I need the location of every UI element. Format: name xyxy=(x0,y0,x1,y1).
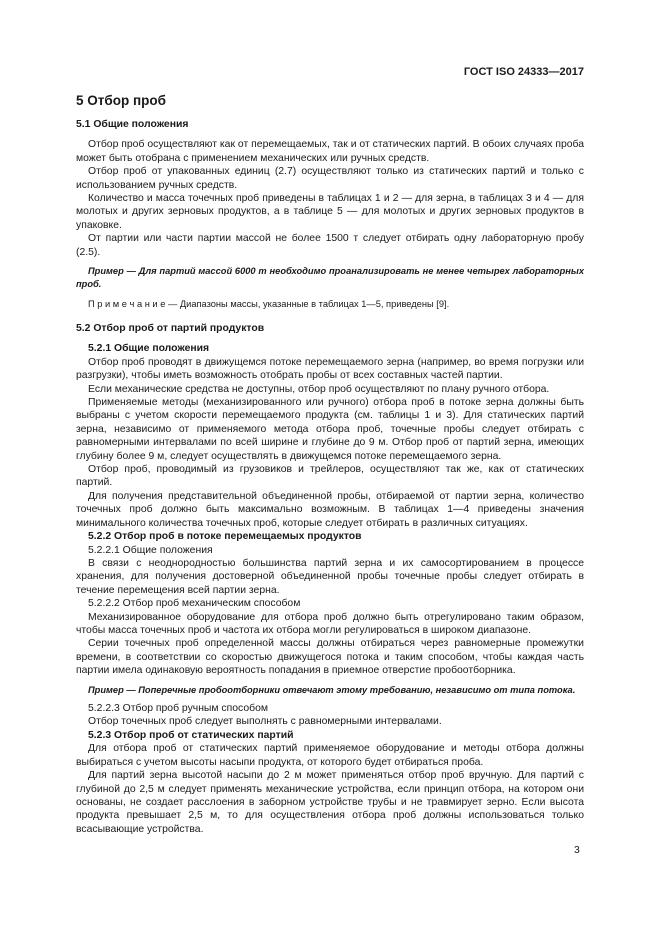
note-text: — Диапазоны массы, указанные в таблицах 1—5, приведены [9]. xyxy=(165,299,450,310)
section-5-2-2-title: 5.2.2 Отбор проб в потоке перемещаемых продуктов xyxy=(88,531,362,543)
note xyxy=(76,298,584,311)
paragraph: Количество и масса точечных проб приведены в таблицах 1 и 2 — для зерна, в таблицах 3 и 4 — для молотых и других зерновых продуктов, а в таблице 5 — для молотых и других зерновых продуктов в упаковке. xyxy=(76,193,584,231)
section-5-2-2-2-title: 5.2.2.2 Отбор проб механическим способом xyxy=(88,598,301,610)
paragraph: Для партий зерна высотой насыпи до 2 м может применяться отбор проб вручную. Для партий с глубиной до 2,5 м следует применять механические устройства, если принцип отбора, на котором они основаны, не создает расслоения в заборном устройстве трубы и не травмирует зерно. Если высота продукта превышает 2,5 м, то для осуществления отбора проб должны использоваться только всасывающие устройства. xyxy=(76,770,584,835)
paragraph: Для отбора проб от статических партий применяемое оборудование и методы отбора должны выбираться с учетом высоты насыпи продукта, от которого будет отбираться проба. xyxy=(76,743,584,768)
section-5-2-3-title: 5.2.3 Отбор проб от статических партий xyxy=(88,729,294,741)
note-label: П р и м е ч а н и е xyxy=(88,299,166,310)
section-5-2-2-1-title: 5.2.2.1 Общие положения xyxy=(88,544,213,556)
section-5-2-title: 5.2 Отбор проб от партий продуктов xyxy=(76,323,265,334)
paragraph: Отбор проб осуществляют как от перемещаемых, так и от статических партий. В обоих случаях проба может быть отобрана с применением механических или ручных средств. xyxy=(76,139,584,164)
paragraph: Механизированное оборудование для отбора проб должно быть отрегулировано таким образом, чтобы масса точечных проб и частота их отбора могли регулироваться в широком диапазоне. xyxy=(76,611,584,636)
paragraph: Если механические средства не доступны, отбор проб осуществляют по плану ручного отбора. xyxy=(88,383,550,395)
section-5-2-1-title: 5.2.1 Общие положения xyxy=(88,343,210,355)
page-number: 3 xyxy=(574,845,580,856)
section-5-1-title: 5.1 Общие положения xyxy=(76,119,189,130)
paragraph: В связи с неоднородностью большинства партий зерна и их самосортированием в процессе хранения, для получения достоверной объединенной пробы точечные пробы следует отбирать в течение перемещения всей партии зерна. xyxy=(76,557,584,596)
document-code: ГОСТ ISO 24333—2017 xyxy=(463,66,584,78)
paragraph: Отбор точечных проб следует выполнять с равномерными интервалами. xyxy=(88,716,442,728)
section-5-2-2-3-title: 5.2.2.3 Отбор проб ручным способом xyxy=(88,703,268,715)
section-5-title: 5 Отбор проб xyxy=(76,93,166,108)
paragraph: Отбор проб проводят в движущемся потоке перемещаемого зерна (например, во время погрузки или разгрузки), чтобы иметь возможность отобрать пробы от всех составных частей партии. xyxy=(76,356,584,382)
example: Пример — Поперечные пробоотборники отвечают этому требованию, независимо от типа потока. xyxy=(88,684,576,695)
paragraph: Отбор проб, проводимый из грузовиков и трейлеров, осуществляют так же, как от статических партий. xyxy=(76,464,584,489)
paragraph: Применяемые методы (механизированного или ручного) отбора проб в потоке зерна должны быть выбраны с учетом скорости перемещаемого продукта (см. таблицы 1 и 3). Для статических партий зерна, независимо от применяемого метода отбора проб, точечные пробы следует отбирать с равномерными интервалами по всей ширине и глубине до 9 м. Отбор проб от партий зерна, имеющих глубину более 9 м, следует осуществлять в движущемся потоке перемещаемого зерна. xyxy=(76,397,584,462)
section-5-1 xyxy=(76,118,584,311)
example: Пример — Для партий массой 6000 т необходимо проанализировать не менее четырех лабораторных проб. xyxy=(76,266,584,289)
section-5-2 xyxy=(76,322,584,836)
paragraph: Серии точечных проб определенной массы должны отбираться через равномерные промежутки времени, в соответствии со скоростью движущегося потока и таким способом, чтобы каждая часть партии имела одинаковую вероятность попадания в приемное отверстие пробоотборника. xyxy=(76,638,584,677)
paragraph: От партии или части партии массой не более 1500 т следует отбирать одну лабораторную пробу (2.5). xyxy=(76,233,584,258)
paragraph: Отбор проб от упакованных единиц (2.7) осуществляют только из статических партий и только с использованием ручных средств. xyxy=(76,166,584,191)
paragraph: Для получения представительной объединенной пробы, отбираемой от партии зерна, количество точечных проб должно быть максимально возможным. В таблицах 1—4 приведены значения минимального количества точечных проб, которые следует отбирать в различных ситуациях. xyxy=(76,490,584,529)
